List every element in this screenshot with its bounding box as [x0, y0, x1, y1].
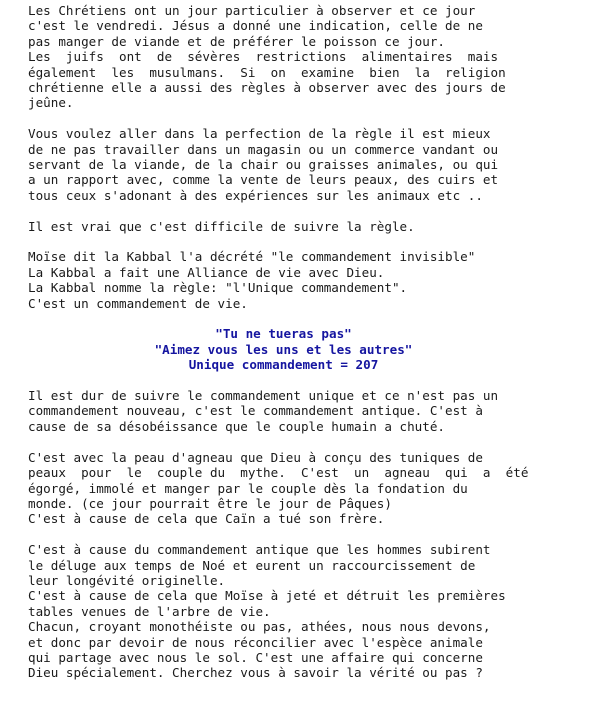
text-line: servant de la viande, de la chair ou graisses animales, ou qui: [28, 157, 499, 173]
text-line: tous ceux s'adonant à des expériences sur les animaux etc ..: [28, 187, 483, 203]
text-line: c'est le vendredi. Jésus a donné une indication, celle de ne: [28, 18, 483, 34]
text-line: La Kabbal a fait une Alliance de vie avec Dieu.: [28, 264, 385, 280]
text-line: La Kabbal nomme la règle: "l'Unique commandement".: [28, 280, 408, 296]
text-line: C'est à cause du commandement antique que les hommes subirent: [28, 542, 491, 558]
text-line: commandement nouveau, c'est le commandement antique. C'est à: [28, 403, 483, 419]
paragraph-deluge: [28, 542, 539, 681]
highlight-line: "Tu ne tueras pas": [215, 326, 352, 342]
paragraph-difficile: [28, 219, 539, 234]
text-line: cause de sa désobéissance que le couple humain a chuté.: [28, 418, 446, 434]
text-line: chrétienne elle a aussi des règles à observer avec des jours de: [28, 80, 506, 96]
text-line: Les Chrétiens ont un jour particulier à observer et ce jour: [28, 3, 476, 18]
text-line: monde. (ce jour pourrait être le jour de Pâques): [28, 495, 392, 511]
text-line: égorgé, immolé et manger par le couple dès la fondation du: [28, 480, 468, 496]
text-line: qui partage avec nous le sol. C'est une affaire qui concerne: [28, 649, 483, 665]
text-line: également les musulmans. Si on examine bien la religion: [28, 64, 506, 80]
text-line: C'est un commandement de vie.: [28, 295, 248, 311]
text-line: tables venues de l'arbre de vie.: [28, 603, 271, 619]
text-line: et donc par devoir de nous réconcilier avec l'espèce animale: [28, 634, 483, 650]
paragraph-kabbal: [28, 249, 539, 311]
text-line: Chacun, croyant monothéiste ou pas, athées, nous nous devons,: [28, 619, 491, 635]
text-line: pas manger de viande et de préférer le poisson ce jour.: [28, 33, 446, 49]
text-line: Vous voulez aller dans la perfection de la règle il est mieux: [28, 126, 491, 142]
paragraph-agneau: [28, 450, 539, 527]
highlight-line: Unique commandement = 207: [188, 357, 379, 373]
paragraph-perfection: [28, 126, 539, 203]
text-line: Dieu spécialement. Cherchez vous à savoir la vérité ou pas ?: [28, 665, 483, 681]
text-line: leur longévité originelle.: [28, 572, 226, 588]
text-line: Les juifs ont de sévères restrictions alimentaires mais: [28, 49, 499, 65]
commandment-highlight: [28, 326, 539, 372]
text-line: jeûne.: [28, 95, 74, 111]
text-line: Moïse dit la Kabbal l'a décrété "le commandement invisible": [28, 249, 476, 265]
paragraph-antique: [28, 388, 539, 434]
text-line: C'est à cause de cela que Caïn a tué son frère.: [28, 511, 385, 527]
text-line: le déluge aux temps de Noé et eurent un raccourcissement de: [28, 557, 476, 573]
text-line: peaux pour le couple du mythe. C'est un agneau qui a été: [28, 465, 529, 481]
paragraph-vendredi: [28, 3, 539, 111]
highlight-line: "Aimez vous les uns et les autres": [154, 341, 413, 357]
text-line: C'est avec la peau d'agneau que Dieu à conçu des tuniques de: [28, 449, 483, 465]
text-line: de ne pas travailler dans un magasin ou un commerce vandant ou: [28, 141, 499, 157]
text-line: a un rapport avec, comme la vente de leurs peaux, des cuirs et: [28, 172, 499, 188]
text-line: Il est dur de suivre le commandement unique et ce n'est pas un: [28, 388, 499, 404]
text-line: C'est à cause de cela que Moïse à jeté et détruit les premières: [28, 588, 506, 604]
text-line: Il est vrai que c'est difficile de suivre la règle.: [28, 218, 415, 234]
